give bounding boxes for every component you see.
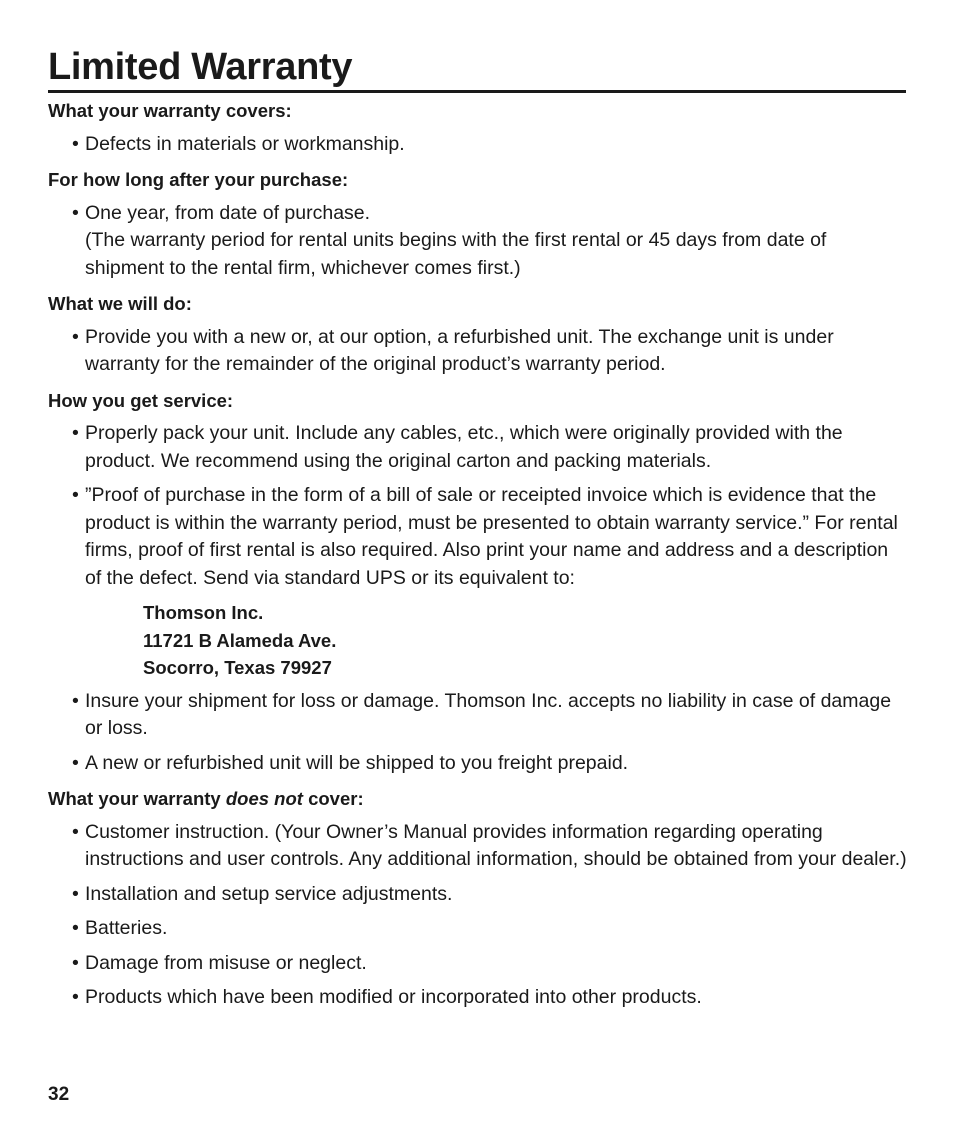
section-heading-covers: What your warranty covers: [48,100,292,121]
heading-text: cover: [302,788,364,809]
bullet-marker: • [72,751,79,774]
section-heading-how-long: For how long after your purchase: [48,169,349,190]
section-heading-service: How you get service: [48,389,234,411]
list-item-text: Damage from misuse or neglect. [85,951,367,974]
list-item [48,750,908,778]
list-item [48,915,908,943]
page-number: 32 [48,1084,70,1105]
list-item-text: Customer instruction. (Your Owner’s Manual provides information regarding operating instructions and user controls. Any additional information, should be obtained from your dealer.) [85,820,907,870]
bullet-marker: • [72,484,79,506]
list-item-text: Installation and setup service adjustments. [85,882,453,905]
list-item-text: ”Proof of purchase in the form of a bill of sale or receipted invoice which is evidence that the product is within the warranty period, must be presented to obtain warranty service.” For rental firms, proof of first rental is also required. Also print your name and address and a description of the defect. Send via standard UPS or its equivalent to: [85,484,898,589]
list-item [48,420,908,475]
address-line: Socorro, Texas 79927 [143,657,332,678]
list-item-text: Defects in materials or workmanship. [85,132,405,155]
bullet-marker: • [72,325,79,348]
list-item [48,984,908,1012]
list-item [48,881,908,909]
list-item-text: One year, from date of purchase. [85,201,371,224]
address-line: 11721 B Alameda Ave. [143,629,337,651]
bullet-marker: • [72,820,79,843]
address-line: Thomson Inc. [143,602,264,623]
list-item-text: A new or refurbished unit will be shipped to you freight prepaid. [85,751,629,774]
shipping-address [48,599,908,682]
list-item-text: Properly pack your unit. Include any cables, etc., which were originally provided with the product. We recommend using the original carton and packing materials. [85,422,843,472]
bullet-marker: • [72,986,79,1008]
section-heading-not-cover [48,784,908,813]
list-item-text: Batteries. [85,917,168,939]
bullet-marker: • [72,882,79,905]
list-item-text: Provide you with a new or, at our option, a refurbished unit. The exchange unit is under warranty for the remainder of the original product’s warranty period. [85,325,834,375]
list-item-text: Insure your shipment for loss or damage. Thomson Inc. accepts no liability in case of damage or loss. [85,689,892,739]
list-item-text: Products which have been modified or incorporated into other products. [85,986,702,1008]
list-item [48,688,908,743]
list-item [48,324,908,379]
list-item [48,819,908,874]
page-title: Limited Warranty [48,44,906,93]
heading-text: What your warranty [48,788,226,809]
list-item [48,950,908,978]
bullet-marker: • [72,201,79,224]
heading-emphasis: does not [225,788,303,809]
list-item [48,131,908,159]
bullet-marker: • [72,689,79,712]
section-heading-what-we-do: What we will do: [48,293,192,314]
bullet-marker: • [72,422,79,444]
bullet-marker: • [72,951,79,974]
bullet-marker: • [72,132,79,155]
list-item [48,200,908,283]
list-item [48,482,908,592]
bullet-marker: • [72,917,79,939]
list-item-note: (The warranty period for rental units begins with the first rental or 45 days from date of shipment to the rental firm, whichever comes first.) [85,229,827,279]
warranty-content [48,96,908,1019]
